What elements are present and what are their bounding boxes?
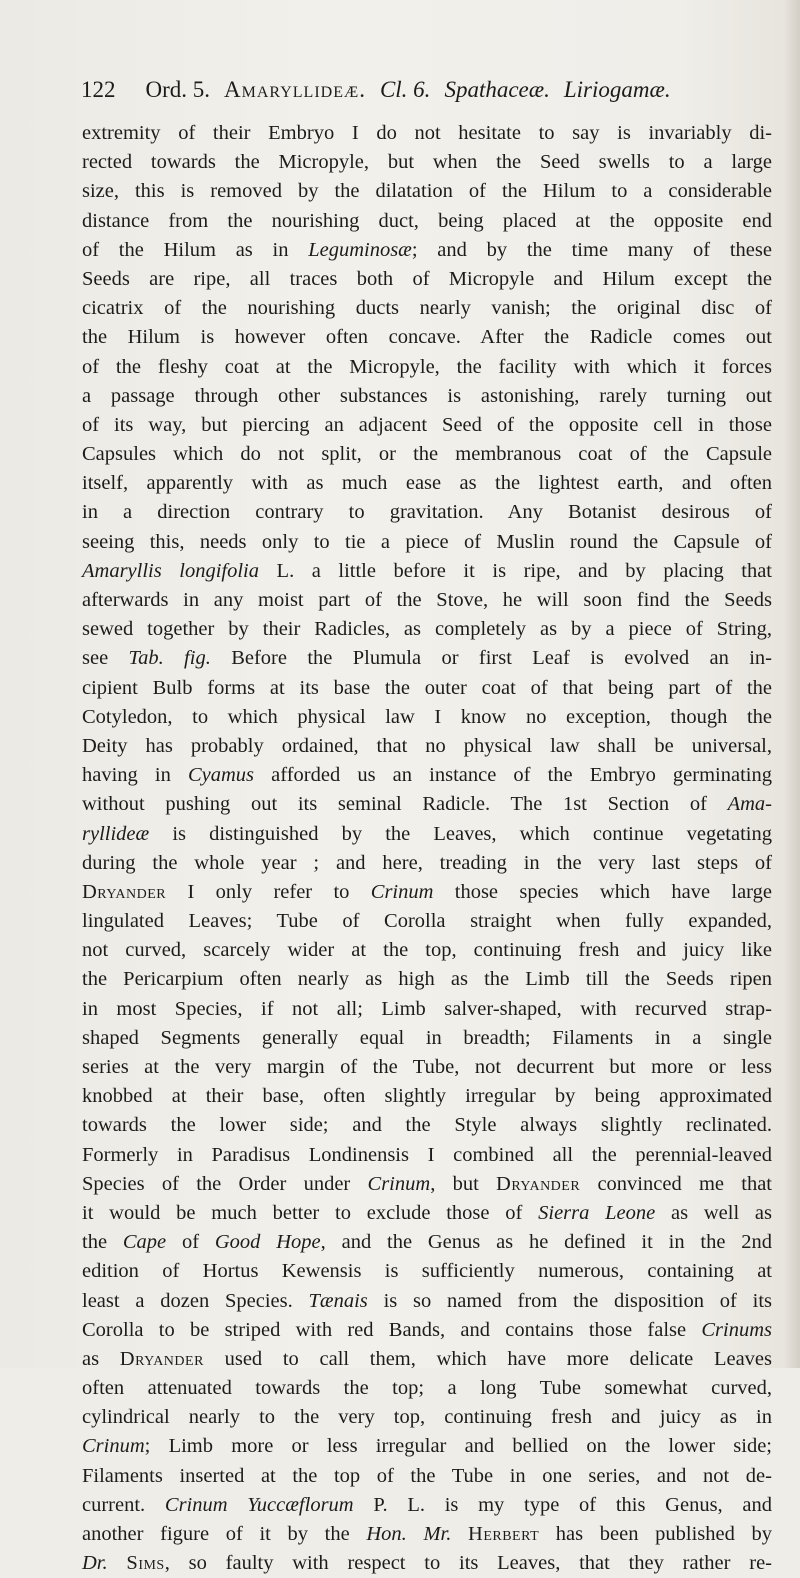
text-line	[82, 207, 772, 236]
text-segment: seeing this, needs only to tie a piece of Muslin round the Capsule of	[82, 530, 772, 553]
text-segment: size, this is removed by the dilatation of the Hilum to a considerable	[82, 180, 772, 203]
text-segment: itself, apparently with as much ease as the lightest earth, and often	[82, 472, 772, 495]
text-segment	[451, 1523, 468, 1545]
text-line	[82, 498, 772, 527]
text-segment: in most Species, if not all; Limb salver-shaped, with recurved strap-	[82, 997, 772, 1020]
text-segment: Before the Plumula or first Leaf is evolved an in-	[210, 647, 772, 670]
italic-text: Cyamus	[187, 764, 255, 787]
text-line	[82, 1111, 772, 1140]
text-line	[82, 586, 772, 615]
italic-text: Dr.	[82, 1552, 108, 1575]
italic-text: Sierra Leone	[538, 1201, 656, 1224]
text-segment: is distinguished by the Leaves, which continue vegetating	[149, 822, 772, 845]
page-number: 122	[81, 77, 116, 102]
italic-text: Crinum	[370, 880, 434, 903]
text-line	[82, 849, 772, 878]
text-segment: L. a little before it is ripe, and by placing that	[259, 559, 772, 582]
italic-text: Amaryllis longifolia	[82, 559, 259, 582]
text-segment: cipient Bulb forms at its base the outer coat of that being part of the	[82, 676, 772, 699]
text-segment: during the whole year ; and here, treading in the very last steps of	[82, 851, 772, 874]
header-subdivision-1: Spathaceæ.	[444, 77, 550, 102]
italic-text: Crinum	[82, 1435, 145, 1458]
text-line	[82, 1082, 772, 1111]
text-line	[82, 1141, 772, 1170]
italic-text: Crinum	[367, 1172, 431, 1195]
text-line	[82, 1053, 772, 1082]
text-line	[82, 119, 772, 148]
text-line	[82, 323, 772, 352]
text-segment: as	[82, 1347, 120, 1370]
text-line	[82, 1520, 772, 1549]
text-segment: afforded us an instance of the Embryo germinating	[254, 764, 772, 787]
text-line	[82, 236, 772, 265]
text-line	[82, 1432, 772, 1461]
body-text	[82, 119, 772, 1578]
text-segment: edition of Hortus Kewensis is sufficiently numerous, containing at	[82, 1260, 772, 1283]
text-line	[82, 878, 772, 907]
italic-text: Good Hope	[214, 1231, 321, 1254]
text-line	[82, 732, 772, 761]
text-line	[82, 411, 772, 440]
text-line	[82, 1403, 772, 1432]
text-segment: afterwards in any moist part of the Stove, he will soon find the Seeds	[82, 589, 772, 611]
text-line	[82, 1287, 772, 1316]
text-line	[82, 644, 772, 673]
text-segment: extremity of their Embryo I do not hesitate to say is invariably di-	[82, 122, 772, 144]
text-line	[82, 674, 772, 703]
text-segment: distance from the nourishing duct, being placed at the opposite end	[82, 209, 772, 232]
text-segment: ; Limb more or less irregular and bellied on the lower side;	[144, 1435, 772, 1458]
text-segment: Species of the Order under	[82, 1172, 368, 1195]
text-segment: it would be much better to exclude those of	[82, 1201, 539, 1224]
text-line	[82, 703, 772, 732]
text-segment: is so named from the disposition of its	[367, 1289, 772, 1312]
text-segment: Capsules which do not split, or the membranous coat of the Capsule	[82, 443, 772, 466]
text-segment: having in	[82, 764, 188, 787]
text-line	[82, 1374, 772, 1403]
text-segment: often attenuated towards the top; a long Tube somewhat curved,	[82, 1377, 772, 1400]
text-line	[82, 965, 772, 994]
text-segment: cylindrical nearly to the very top, continuing fresh and juicy as in	[82, 1406, 772, 1429]
text-line	[82, 615, 772, 644]
italic-text: Ama-	[727, 793, 772, 816]
text-segment: of its way, but piercing an adjacent Seed of the opposite cell in those	[82, 413, 772, 436]
small-caps-name: Dryander	[119, 1347, 204, 1370]
text-line	[82, 1199, 772, 1228]
text-line	[82, 790, 772, 819]
header-order: Ord. 5.	[145, 77, 211, 102]
running-header	[81, 72, 771, 108]
text-segment: sewed together by their Radicles, as completely as by a piece of String,	[82, 618, 772, 641]
text-segment: ; and by the time many of these	[411, 238, 772, 261]
italic-text: Tab. fig.	[128, 647, 211, 670]
text-line	[82, 1345, 772, 1374]
text-line	[82, 353, 772, 382]
italic-text: Crinum Yuccæflorum	[164, 1493, 354, 1516]
italic-text: Tænais	[308, 1289, 368, 1312]
text-line	[82, 528, 772, 557]
text-line	[82, 440, 772, 469]
text-line	[82, 1316, 772, 1345]
small-caps-name: Dryander	[82, 880, 167, 903]
text-line	[82, 265, 772, 294]
small-caps-name: Dryander	[496, 1172, 581, 1195]
text-line	[82, 382, 772, 411]
text-line	[82, 1462, 772, 1491]
italic-text: Crinums	[701, 1318, 772, 1341]
text-segment: towards the lower side; and the Style always slightly reclinated.	[82, 1114, 772, 1137]
text-segment: a passage through other substances is astonishing, rarely turning out	[82, 384, 772, 407]
text-line	[82, 469, 772, 498]
text-segment: , so faulty with respect to its Leaves, that they rather re-	[164, 1552, 773, 1575]
text-line	[82, 177, 772, 206]
text-segment: in a direction contrary to gravitation. Any Botanist desirous of	[82, 501, 772, 524]
text-line	[82, 1549, 772, 1578]
text-line	[82, 1257, 772, 1286]
text-line	[82, 1024, 772, 1053]
italic-text: Hon. Mr.	[366, 1523, 452, 1545]
text-segment: Cotyledon, to which physical law I know no exception, though the	[82, 705, 772, 728]
italic-text: ryllideæ	[82, 822, 150, 845]
text-segment: Formerly in Paradisus Londinensis I combined all the perennial-leaved	[82, 1143, 772, 1166]
text-segment: not curved, scarcely wider at the top, continuing fresh and juicy like	[82, 939, 772, 962]
text-line	[82, 820, 772, 849]
text-segment: the	[82, 1231, 123, 1254]
text-segment	[108, 1552, 127, 1574]
text-line	[82, 1491, 772, 1520]
text-segment: , but	[430, 1172, 497, 1195]
italic-text: Cape	[122, 1231, 167, 1254]
text-segment: Corolla to be striped with red Bands, and contains those false	[82, 1318, 702, 1341]
text-line	[82, 294, 772, 323]
text-segment: without pushing out its seminal Radicle. The 1st Section of	[82, 793, 728, 816]
text-segment: of	[166, 1231, 215, 1254]
text-segment: has been published by	[539, 1523, 773, 1545]
header-subdivision-2: Liriogamæ.	[563, 77, 671, 102]
text-segment: P. L. is my type of this Genus, and	[353, 1493, 773, 1516]
small-caps-name: Sims	[126, 1552, 165, 1575]
italic-text: Leguminosæ	[308, 238, 412, 261]
text-segment: Filaments inserted at the top of the Tube in one series, and not de-	[82, 1464, 772, 1487]
text-segment: rected towards the Micropyle, but when the Seed swells to a large	[82, 151, 772, 174]
text-line	[82, 148, 772, 177]
text-segment: Seeds are ripe, all traces both of Micropyle and Hilum except the	[82, 267, 772, 290]
text-segment: I only refer to	[166, 880, 371, 903]
header-class: Cl. 6.	[379, 77, 431, 102]
text-segment: used to call them, which have more delicate Leaves	[203, 1347, 772, 1370]
text-segment: those species which have large	[433, 880, 772, 903]
text-segment: knobbed at their base, often slightly irregular by being approximated	[82, 1085, 772, 1108]
text-segment: cicatrix of the nourishing ducts nearly vanish; the original disc of	[82, 297, 772, 320]
text-segment: lingulated Leaves; Tube of Corolla straight when fully expanded,	[82, 910, 772, 933]
text-segment: shaped Segments generally equal in breadth; Filaments in a single	[82, 1026, 772, 1049]
text-line	[82, 995, 772, 1024]
text-segment: the Pericarpium often nearly as high as the Limb till the Seeds ripen	[82, 968, 772, 991]
text-line	[82, 936, 772, 965]
header-family: Amaryllideæ.	[224, 77, 366, 102]
text-segment: of the Hilum as in	[82, 238, 309, 261]
text-segment: another figure of it by the	[82, 1523, 367, 1545]
text-line	[82, 1170, 772, 1199]
text-line	[82, 907, 772, 936]
text-segment: Deity has probably ordained, that no physical law shall be universal,	[82, 734, 772, 757]
text-segment: convinced me that	[580, 1172, 772, 1195]
small-caps-name: Herbert	[468, 1523, 540, 1545]
text-segment: current.	[82, 1493, 165, 1516]
text-segment: see	[82, 647, 129, 670]
text-segment: of the fleshy coat at the Micropyle, the facility with which it forces	[82, 355, 772, 378]
text-line	[82, 761, 772, 790]
text-line	[82, 557, 772, 586]
page-edge-shadow	[784, 0, 800, 1368]
text-segment: the Hilum is however often concave. After the Radicle comes out	[82, 326, 772, 349]
text-segment: as well as	[655, 1201, 772, 1224]
text-segment: , and the Genus as he defined it in the 2nd	[320, 1231, 773, 1254]
text-line	[82, 1228, 772, 1257]
text-segment: least a dozen Species.	[82, 1289, 309, 1312]
text-segment: series at the very margin of the Tube, not decurrent but more or less	[82, 1056, 772, 1078]
